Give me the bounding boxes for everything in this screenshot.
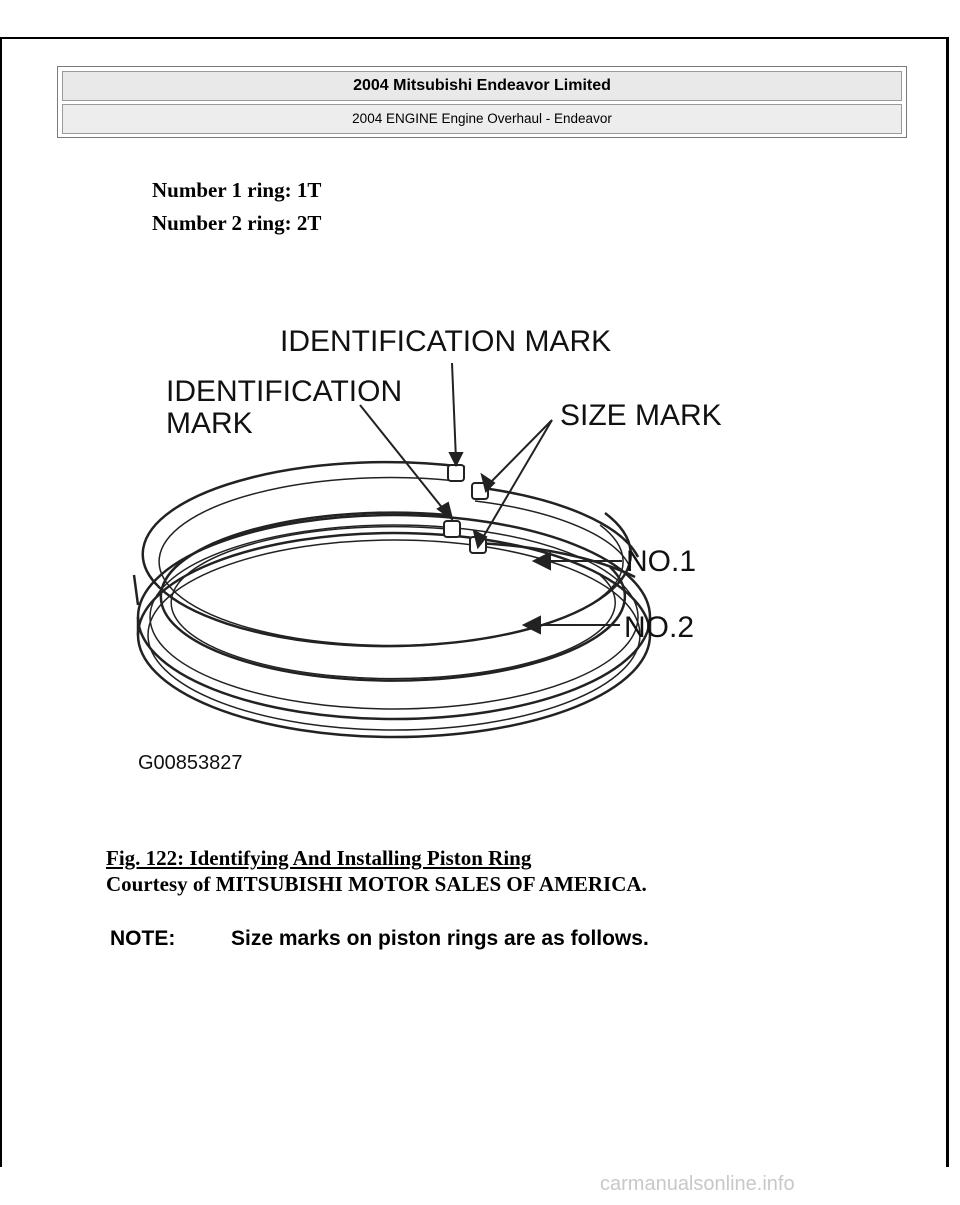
header-title: 2004 Mitsubishi Endeavor Limited [62, 71, 902, 101]
page-frame-top [0, 37, 948, 39]
piston-ring-figure [130, 305, 770, 785]
label-size-mark: SIZE MARK [560, 399, 722, 432]
header-subtitle: 2004 ENGINE Engine Overhaul - Endeavor [62, 104, 902, 134]
label-identification-mark-top: IDENTIFICATION MARK [280, 325, 612, 358]
document-header [57, 66, 907, 138]
figure-caption: Fig. 122: Identifying And Installing Piston Ring [106, 846, 532, 870]
page-frame-left [0, 37, 2, 1167]
figure-courtesy: Courtesy of MITSUBISHI MOTOR SALES OF AMERICA. [106, 872, 647, 896]
label-no2: NO.2 [624, 611, 695, 644]
note-text: Size marks on piston rings are as follows. [231, 927, 649, 950]
spec-ring-2: Number 2 ring: 2T [152, 211, 322, 235]
page-frame-right [946, 37, 949, 1167]
label-identification-mark-left-2: MARK [166, 407, 253, 440]
note-label: NOTE: [110, 927, 176, 950]
label-identification-mark-left-1: IDENTIFICATION [166, 375, 403, 408]
spec-ring-1: Number 1 ring: 1T [152, 178, 322, 202]
label-no1: NO.1 [626, 545, 697, 578]
watermark: carmanualsonline.info [600, 1173, 795, 1195]
figure-code: G00853827 [138, 752, 243, 774]
